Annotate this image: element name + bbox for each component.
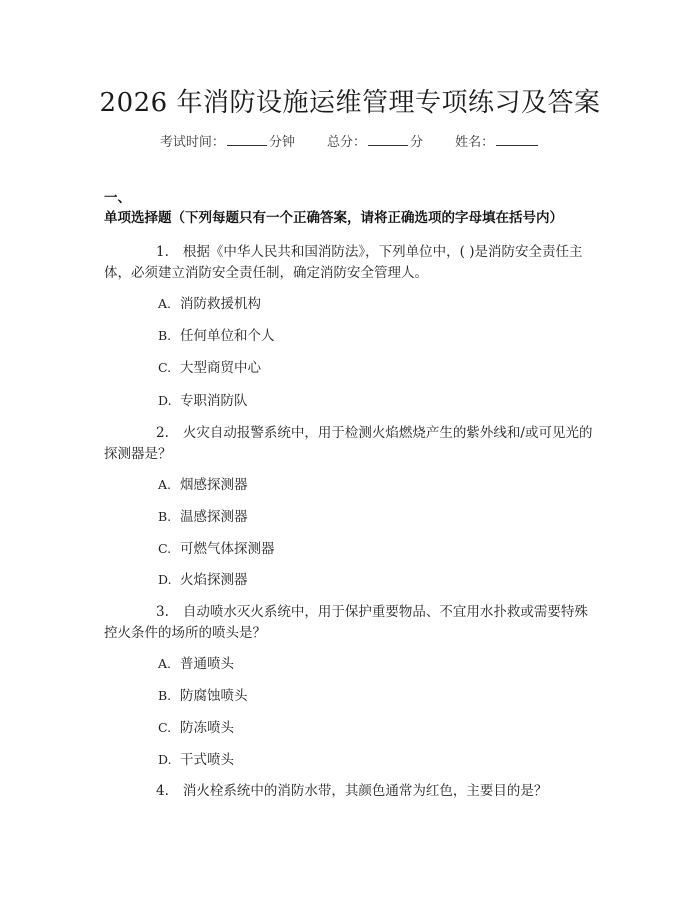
- option-letter: B.: [158, 688, 172, 703]
- total-score-label: 总分：: [326, 135, 366, 150]
- name-blank: [496, 133, 538, 146]
- option-letter: A.: [158, 296, 172, 311]
- question-2-option-b: [158, 507, 248, 527]
- question-number: 2.: [156, 425, 169, 441]
- question-3: [104, 602, 598, 644]
- question-3-option-a: [158, 654, 234, 674]
- question-1-option-b: [158, 326, 275, 346]
- exam-time-field: [160, 131, 295, 150]
- question-number: 3.: [156, 604, 169, 620]
- question-4: [104, 781, 598, 802]
- option-text: 干式喷头: [180, 752, 234, 768]
- question-1-option-c: [158, 358, 261, 378]
- option-text: 防腐蚀喷头: [180, 688, 248, 704]
- question-2: [104, 423, 598, 465]
- question-1-option-d: [158, 391, 248, 411]
- total-score-blank: [368, 133, 408, 146]
- total-score-field: [327, 131, 423, 150]
- section-number: 一、: [104, 190, 131, 206]
- exam-info-line: [0, 131, 700, 150]
- question-2-option-a: [158, 475, 248, 495]
- option-letter: C.: [158, 360, 172, 375]
- option-letter: A.: [158, 656, 172, 671]
- option-letter: D.: [158, 752, 172, 767]
- option-letter: A.: [158, 477, 172, 492]
- question-text: 自动喷水灭火系统中，用于保护重要物品、不宜用水扑救或需要特殊控火条件的场所的喷头是？: [104, 604, 588, 641]
- option-text: 专职消防队: [180, 393, 248, 409]
- question-3-option-c: [158, 718, 234, 738]
- question-2-option-d: [158, 570, 248, 590]
- question-text: 火灾自动报警系统中，用于检测火焰燃烧产生的紫外线和/或可见光的探测器是？: [104, 425, 593, 462]
- exam-time-label: 考试时间：: [159, 135, 225, 150]
- option-text: 烟感探测器: [180, 477, 248, 493]
- exam-time-blank: [227, 133, 267, 146]
- question-number: 1.: [156, 244, 169, 260]
- option-text: 消防救援机构: [180, 296, 261, 312]
- name-field: [455, 131, 540, 150]
- question-3-option-d: [158, 750, 234, 770]
- option-text: 普通喷头: [180, 656, 234, 672]
- section-text: 单项选择题（下列每题只有一个正确答案，请将正确选项的字母填在括号内）: [104, 210, 563, 226]
- total-score-unit: 分: [410, 135, 424, 150]
- option-letter: C.: [158, 541, 172, 556]
- question-text: 根据《中华人民共和国消防法》，下列单位中，( )是消防安全责任主体，必须建立消防安全责任制，确定消防安全管理人。: [104, 244, 583, 281]
- option-text: 任何单位和个人: [180, 328, 275, 344]
- question-3-option-b: [158, 686, 248, 706]
- option-text: 温感探测器: [180, 509, 248, 525]
- question-2-option-c: [158, 539, 275, 559]
- option-letter: B.: [158, 509, 172, 524]
- option-text: 可燃气体探测器: [180, 541, 275, 557]
- question-1: [104, 242, 598, 284]
- option-letter: B.: [158, 328, 172, 343]
- option-letter: C.: [158, 720, 172, 735]
- question-text: 消火栓系统中的消防水带，其颜色通常为红色，主要目的是？: [182, 783, 548, 799]
- exam-time-unit: 分钟: [268, 135, 295, 150]
- question-1-option-a: [158, 294, 261, 314]
- option-text: 火焰探测器: [180, 572, 248, 588]
- question-number: 4.: [156, 783, 169, 799]
- option-text: 防冻喷头: [180, 720, 234, 736]
- document-title: 2026 年消防设施运维管理专项练习及答案: [99, 88, 601, 118]
- name-label: 姓名：: [455, 135, 495, 150]
- option-text: 大型商贸中心: [180, 360, 261, 376]
- option-letter: D.: [158, 393, 172, 408]
- section-heading: [104, 188, 604, 228]
- option-letter: D.: [158, 572, 172, 587]
